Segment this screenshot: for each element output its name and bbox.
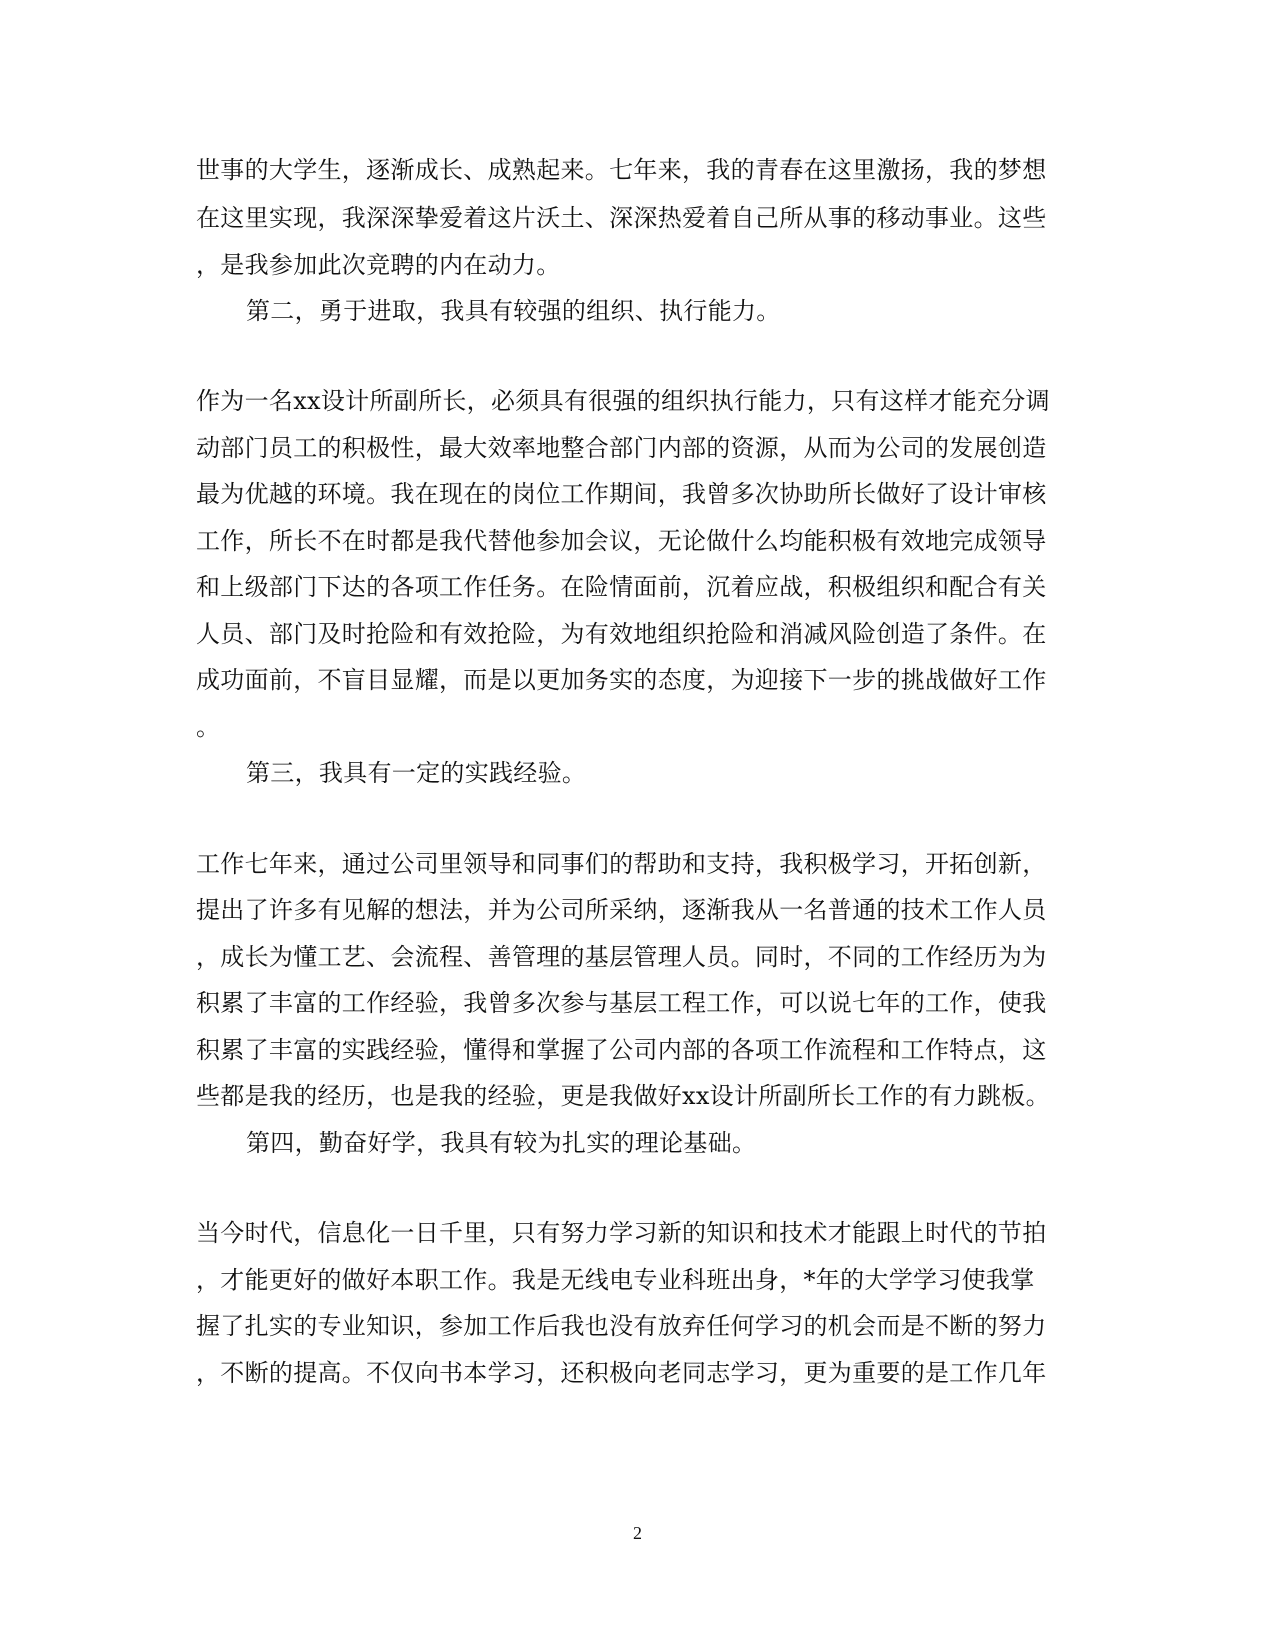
text-line: 工作，所长不在时都是我代替他参加会议，无论做什么均能积极有效地完成领导 <box>196 527 1047 555</box>
page-number: 2 <box>633 1523 642 1543</box>
text-line: ，是我参加此次竞聘的内在动力。 <box>196 251 561 279</box>
text-line: 人员、部门及时抢险和有效抢险，为有效地组织抢险和消减风险创造了条件。在 <box>196 620 1047 648</box>
text-line: 作为一名xx设计所副所长，必须具有很强的组织执行能力，只有这样才能充分调 <box>196 387 1050 415</box>
section-heading: 第二，勇于进取，我具有较强的组织、执行能力。 <box>246 297 781 325</box>
text-line: ，不断的提高。不仅向书本学习，还积极向老同志学习，更为重要的是工作几年 <box>196 1359 1047 1387</box>
text-line: 在这里实现，我深深挚爱着这片沃土、深深热爱着自己所从事的移动事业。这些 <box>196 204 1047 232</box>
text-line: 积累了丰富的实践经验，懂得和掌握了公司内部的各项工作流程和工作特点，这 <box>196 1036 1047 1064</box>
text-line: 当今时代，信息化一日千里，只有努力学习新的知识和技术才能跟上时代的节拍 <box>196 1219 1047 1247</box>
text-line: 提出了许多有见解的想法，并为公司所采纳，逐渐我从一名普通的技术工作人员 <box>196 896 1047 924</box>
text-line: 。 <box>196 713 221 741</box>
text-line: 工作七年来，通过公司里领导和同事们的帮助和支持，我积极学习，开拓创新， <box>196 850 1047 878</box>
text-line: 最为优越的环境。我在现在的岗位工作期间，我曾多次协助所长做好了设计审核 <box>196 480 1047 508</box>
text-line: ，成长为懂工艺、会流程、善管理的基层管理人员。同时，不同的工作经历为为 <box>196 943 1047 971</box>
text-line: 些都是我的经历，也是我的经验，更是我做好xx设计所副所长工作的有力跳板。 <box>196 1082 1050 1110</box>
section-heading: 第三，我具有一定的实践经验。 <box>246 759 587 787</box>
text-line: 积累了丰富的工作经验，我曾多次参与基层工程工作，可以说七年的工作，使我 <box>196 989 1047 1017</box>
text-line: 握了扎实的专业知识，参加工作后我也没有放弃任何学习的机会而是不断的努力 <box>196 1312 1047 1340</box>
text-line: 世事的大学生，逐渐成长、成熟起来。七年来，我的青春在这里激扬，我的梦想 <box>196 156 1047 184</box>
section-heading: 第四，勤奋好学，我具有较为扎实的理论基础。 <box>246 1129 757 1157</box>
text-line: 成功面前，不盲目显耀，而是以更加务实的态度，为迎接下一步的挑战做好工作 <box>196 666 1047 694</box>
text-line: 动部门员工的积极性，最大效率地整合部门内部的资源，从而为公司的发展创造 <box>196 434 1047 462</box>
text-line: 和上级部门下达的各项工作任务。在险情面前，沉着应战，积极组织和配合有关 <box>196 573 1047 601</box>
text-line: ，才能更好的做好本职工作。我是无线电专业科班出身，*年的大学学习使我掌 <box>196 1266 1035 1294</box>
